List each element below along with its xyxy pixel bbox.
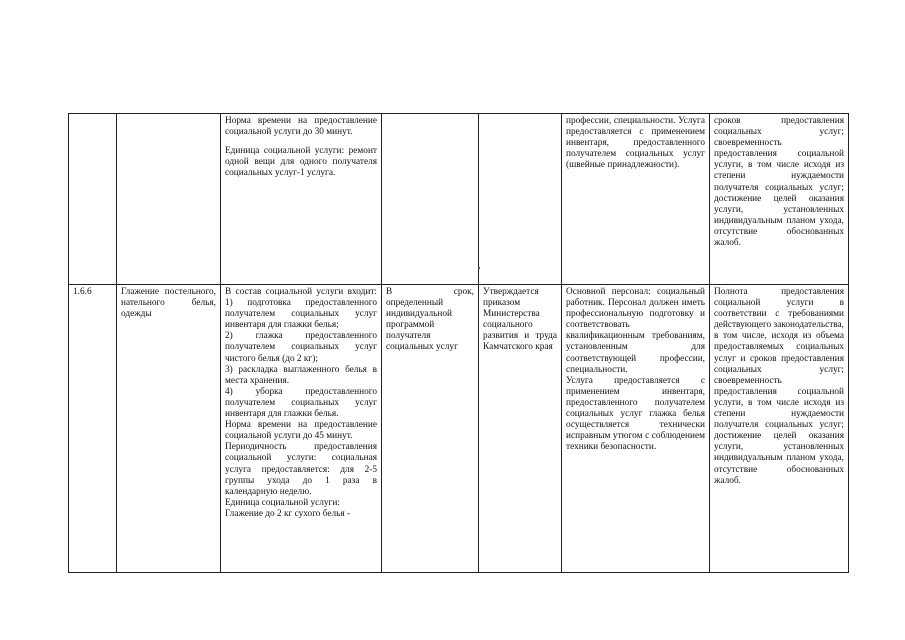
content-line: 3) раскладка выглаженного белья в места хранения.: [225, 364, 377, 386]
content-line: Норма времени на предоставление социальной услуги до 45 минут.: [225, 420, 377, 442]
unit-text: Единица социальной услуги: ремонт одной вещи для одного получателя социальных услуг-1 услуга.: [225, 146, 377, 179]
cell-number: 1.6.6: [69, 285, 117, 573]
content-line: 4) уборка предоставленного получателем социальных услуг инвентаря для глажки белья.: [225, 386, 377, 420]
cell-indicators-continuation: сроков предоставления социальных услуг; своевременность предоставления социальной услуги, в том числе исходя из степени нуждаемости получателя социальных услуг; достижение целей оказания услуги, установленных индивидуальным планом ухода, отсутствие обоснованных жалоб.: [710, 114, 849, 285]
content-line: В состав социальной услуги входит: 1) подготовка предоставленного получателем социальных услуг инвентаря для глажки белья;: [225, 287, 377, 331]
conditions-paragraph: Услуга предоставляется с применением инвентаря, предоставленного получателем социальных услуг глажка белья осуществляется технически исправным утюгом с соблюдением техники безопасности.: [566, 375, 705, 453]
cell-service-content: [221, 285, 382, 573]
cell-service-term: В срок, определенный индивидуальной программой получателя социальных услуг: [382, 285, 479, 573]
cell-conditions-continuation: профессии, специальности. Услуга предоставляется с применением инвентаря, предоставленного получателем социальных услуг (швейные принадлежности).: [562, 114, 710, 285]
scan-speck: [478, 267, 480, 269]
services-table: [68, 113, 849, 573]
table-row-1-6-6: [69, 285, 849, 573]
cell-service-conditions: [562, 285, 710, 573]
cell-number-empty: [69, 114, 117, 285]
cell-name-empty: [117, 114, 221, 285]
content-line: Периодичность предоставления социальной услуги: социальная услуга предоставляется: для 2-5 группы ухода до 1 раза в календарную неделю.: [225, 442, 377, 497]
content-line: 2) глажка предоставленного получателем социальных услуг чистого белья (до 2 кг);: [225, 331, 377, 364]
content-line: Единица социальной услуги:: [225, 497, 340, 508]
cell-tariff-empty: [479, 114, 562, 285]
cell-content-continuation: [221, 114, 382, 285]
table-row-continuation: [69, 114, 849, 285]
cell-service-indicators: Полнота предоставления социальной услуги в соответствии с требованиями действующего законодательства, в том числе, исходя из объема предоставляемых социальных услуг и сроков предоставления социальных услуг; своевременность предоставления социальной услуги, в том числе исходя из степени нуждаемости получателя социальных услуг; достижение целей оказания услуги, установленных индивидуальным планом ухода, отсутствие обоснованных жалоб.: [710, 285, 849, 573]
cell-term-empty: [382, 114, 479, 285]
cell-service-name: Глажение постельного, нательного белья, одежды: [117, 285, 221, 573]
cell-service-tariff: Утверждается приказом Министерства социального развития и труда Камчатского края: [479, 285, 562, 573]
conditions-paragraph: Основной персонал: социальный работник. Персонал должен иметь профессиональную подготовку и соответствовать квалификационным требованиям, установленным для соответствующей профессии, специальности.: [566, 287, 705, 375]
norm-text: Норма времени на предоставление социальной услуги до 30 минут.: [225, 116, 377, 138]
content-line: Глажение до 2 кг сухого белья -: [225, 508, 351, 519]
